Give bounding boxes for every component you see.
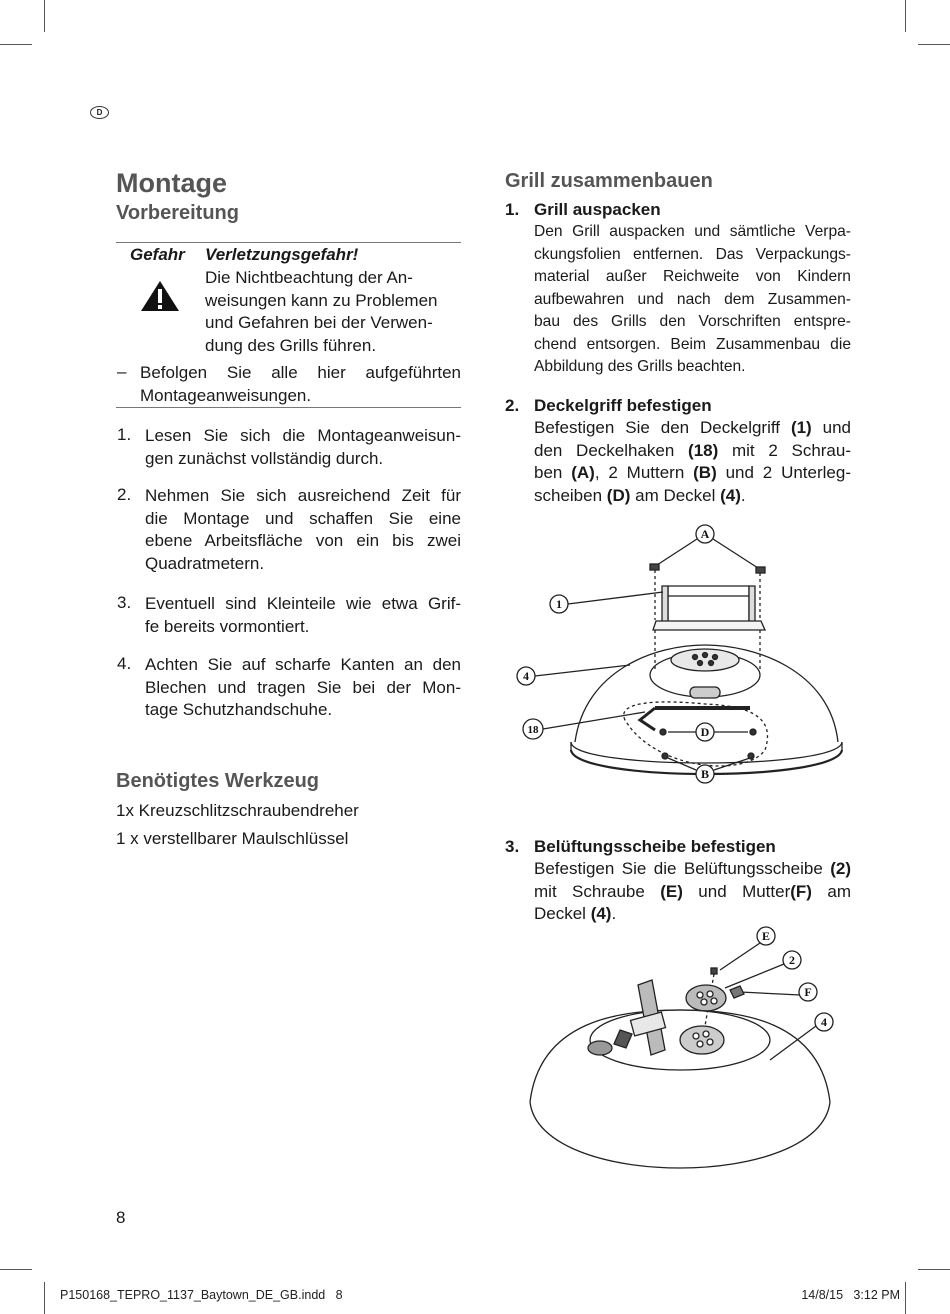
tools-list [116, 800, 461, 850]
callout-label: 4 [821, 1015, 827, 1029]
step-title: Deckelgriff befestigen [534, 396, 712, 415]
crop-mark [905, 1282, 906, 1314]
crop-mark [918, 44, 950, 45]
crop-mark [905, 0, 906, 32]
callout-label: 4 [523, 669, 529, 683]
crop-mark [0, 44, 32, 45]
step-number: 3. [117, 593, 132, 612]
callout-label: F [804, 985, 812, 999]
step-number: 1. [505, 200, 520, 219]
tool-item: 1 x verstellbarer Maulschlüssel [116, 828, 349, 848]
step-text: Nehmen Sie sich ausreichend Zeit für die Montage und schaffen Sie eine ebene Arbeitsfläche von ein bis zwei Quadratmetern. [145, 486, 461, 573]
page-number: 8 [116, 1208, 126, 1227]
step-text: Befestigen Sie den Deckelgriff (1) und den Deckelhaken (18) mit 2 Schrau- ben (A), 2 Muttern (B) und 2 Unterleg- scheiben (D) am Deckel (4). [534, 418, 852, 505]
step-title: Belüftungsscheibe befestigen [534, 837, 776, 856]
warning-heading: Verletzungsgefahr! [205, 245, 359, 264]
footer-timestamp: 14/8/15 3:12 PM [801, 1288, 900, 1302]
language-badge: D [90, 106, 109, 119]
crop-mark [918, 1269, 950, 1270]
vent-disc-diagram [520, 920, 850, 1180]
warning-icon [140, 280, 180, 312]
crop-mark [44, 1282, 45, 1314]
lid-handle-diagram [505, 520, 850, 790]
step-number: 2. [117, 485, 132, 504]
tools-heading: Benötigtes Werkzeug [116, 770, 319, 792]
crop-mark [0, 1269, 32, 1270]
instruction-text: Befolgen Sie alle hier aufgeführten Montageanweisungen. [140, 363, 461, 405]
step-text: Achten Sie auf scharfe Kanten an den Blechen und tragen Sie bei der Mon- tage Schutzhandschuhe. [145, 655, 461, 719]
step-text: Lesen Sie sich die Montageanweisun- gen zunächst vollständig durch. [145, 426, 461, 468]
step-text: Befestigen Sie die Belüftungsscheibe (2) mit Schraube (E) und Mutter(F) am Deckel (4). [534, 859, 851, 923]
step-number: 4. [117, 654, 132, 673]
callout-label: 1 [556, 597, 562, 611]
section-subtitle: Vorbereitung [116, 202, 239, 224]
page-title: Montage [116, 168, 227, 198]
warning-bottom-rule [116, 407, 461, 408]
callout-label: 2 [789, 953, 795, 967]
warning-label: Gefahr [130, 245, 185, 264]
assembly-heading: Grill zusammenbauen [505, 170, 713, 192]
tool-item: 1x Kreuzschlitzschraubendreher [116, 801, 359, 820]
step-number: 1. [117, 425, 132, 444]
step-title: Grill auspacken [534, 200, 661, 219]
instruction-dash: – [117, 362, 127, 381]
callout-label: B [700, 767, 710, 781]
step-text: Eventuell sind Kleinteile wie etwa Grif- fe bereits vormontiert. [145, 594, 461, 636]
warning-text: Die Nichtbeachtung der An- weisungen kann zu Problemen und Gefahren bei der Verwen- dung des Grills führen. [205, 268, 438, 355]
callout-label: D [700, 725, 710, 739]
callout-label: 18 [527, 724, 539, 736]
callout-label: A [700, 527, 710, 541]
step-number: 3. [505, 837, 520, 856]
crop-mark [44, 0, 45, 32]
warning-top-rule [116, 242, 461, 243]
callout-label: E [761, 929, 771, 943]
footer-filename: P150168_TEPRO_1137_Baytown_DE_GB.indd 8 [60, 1288, 343, 1302]
step-number: 2. [505, 396, 520, 415]
step-text: Den Grill auspacken und sämtliche Verpa- ckungsfolien entfernen. Das Verpackungs- material außer Reichweite von Kindern aufbewahren und nach dem Zusammen- bau des Grills den Vorschriften entspre- chend entsorgen. Beim Zusammenbau die Abbildung des Grills beachten. [534, 223, 851, 375]
